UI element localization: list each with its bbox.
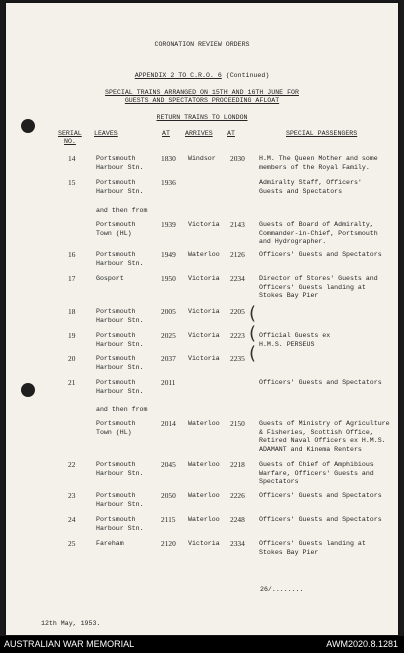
arrival-time: 2218 (230, 460, 245, 469)
arrival-station: Waterloo (188, 461, 220, 468)
special-passengers: & Fisheries, Scottish Office, (259, 428, 374, 436)
departure-station: Town (HL) (96, 229, 132, 237)
special-passengers: Official Guests ex (259, 332, 331, 339)
arrival-station: Victoria (188, 332, 220, 339)
document-page (6, 3, 398, 635)
special-passengers: Stokes Bay Pier (259, 548, 319, 556)
footer-reference: AWM2020.8.1281 (326, 639, 398, 649)
departure-station: Fareham (96, 540, 124, 547)
arrival-time: 2143 (230, 220, 245, 229)
departure-station: and then from (96, 207, 148, 214)
footer-institution: AUSTRALIAN WAR MEMORIAL (4, 639, 135, 649)
special-passengers: Guests of Board of Admiralty, (259, 221, 374, 228)
document-title: CORONATION REVIEW ORDERS (154, 41, 250, 48)
special-trains-line-2: GUESTS AND SPECTATORS PROCEEDING AFLOAT (124, 97, 280, 104)
special-passengers: H.M. The Queen Mother and some (259, 155, 378, 162)
page-continuation: 26/........ (260, 586, 304, 593)
departure-station: Town (HL) (96, 428, 132, 436)
header-leaves: LEAVES (94, 130, 118, 137)
special-passengers: Officers' Guests landing at (259, 540, 366, 547)
departure-station: Harbour Stn. (96, 363, 144, 371)
departure-station: Harbour Stn. (96, 163, 144, 171)
departure-station: Portsmouth (96, 379, 136, 386)
arrival-station: Victoria (188, 308, 220, 315)
header-no: NO. (64, 138, 76, 145)
special-passengers: Officers' Guests and Spectators (259, 516, 382, 523)
special-passengers: Director of Stores' Guests and (259, 275, 378, 282)
departure-station: Harbour Stn. (96, 259, 144, 267)
departure-station: Portsmouth (96, 179, 136, 186)
arrival-time: 2030 (230, 154, 245, 163)
serial-number: 16 (68, 250, 76, 259)
departure-time: 2045 (161, 460, 176, 469)
header-at: AT (162, 130, 170, 137)
departure-station: Harbour Stn. (96, 340, 144, 348)
special-passengers: H.M.S. PERSEUS (259, 340, 315, 348)
departure-time: 2050 (161, 491, 176, 500)
special-passengers: Guests of Chief of Amphibious (259, 461, 374, 468)
arrival-time: 2248 (230, 515, 245, 524)
document-date: 12th May, 1953. (41, 620, 101, 627)
departure-station: Harbour Stn. (96, 500, 144, 508)
departure-station: Harbour Stn. (96, 469, 144, 477)
return-trains-heading: RETURN TRAINS TO LONDON (156, 114, 248, 121)
departure-station: Harbour Stn. (96, 187, 144, 195)
serial-number: 18 (68, 307, 76, 316)
serial-number: 22 (68, 460, 76, 469)
special-passengers: Guests of Ministry of Agriculture (259, 420, 390, 427)
header-arrival-at: AT (227, 130, 235, 137)
departure-time: 1939 (161, 220, 176, 229)
special-passengers: Officers' Guests and Spectators (259, 379, 382, 386)
departure-station: Portsmouth (96, 492, 136, 499)
serial-number: 20 (68, 354, 76, 363)
arrival-time: 2234 (230, 274, 245, 283)
departure-station: Portsmouth (96, 332, 136, 339)
arrival-station: Victoria (188, 221, 220, 228)
departure-time: 2115 (161, 515, 176, 524)
departure-time: 2025 (161, 331, 176, 340)
appendix-continued: (Continued) (225, 72, 270, 79)
special-passengers: Officers' Guests and Spectators (259, 492, 382, 499)
arrival-time: 2223 (230, 331, 245, 340)
departure-time: 2014 (161, 419, 176, 428)
serial-number: 19 (68, 331, 76, 340)
departure-station: Harbour Stn. (96, 524, 144, 532)
serial-number: 17 (68, 274, 76, 283)
arrival-station: Waterloo (188, 492, 220, 499)
special-passengers: and Hydrographer. (259, 238, 327, 246)
special-passengers: ADAMANT and Kinema Renters (259, 445, 362, 453)
appendix-title: APPENDIX 2 TO C.R.O. 6 (134, 72, 222, 79)
arrival-station: Victoria (188, 275, 220, 282)
arrival-station: Victoria (188, 355, 220, 362)
departure-station: and then from (96, 406, 148, 413)
punch-hole (21, 383, 35, 397)
arrival-station: Victoria (188, 540, 220, 547)
arrival-time: 2205 (230, 307, 245, 316)
arrival-station: Waterloo (188, 420, 220, 427)
departure-station: Portsmouth (96, 251, 136, 258)
special-passengers: Spectators (259, 478, 299, 486)
arrival-time: 2334 (230, 539, 245, 548)
departure-time: 1949 (161, 250, 176, 259)
arrival-station: Waterloo (188, 516, 220, 523)
special-passengers: Warfare, Officers' Guests and (259, 469, 374, 477)
departure-station: Harbour Stn. (96, 316, 144, 324)
header-arrives: ARRIVES (185, 130, 213, 137)
departure-station: Portsmouth (96, 355, 136, 362)
special-passengers: Officers' Guests and Spectators (259, 251, 382, 258)
departure-station: Portsmouth (96, 155, 136, 162)
arrival-time: 2126 (230, 250, 245, 259)
special-passengers: Guests and Spectators (259, 187, 343, 195)
header-serial: SERIAL (58, 130, 82, 137)
special-passengers: Commander-in-Chief, Portsmouth (259, 229, 378, 237)
departure-station: Portsmouth (96, 420, 136, 427)
serial-number: 14 (68, 154, 76, 163)
arrival-time: 2150 (230, 419, 245, 428)
special-trains-line-1: SPECIAL TRAINS ARRANGED ON 15TH AND 16TH JUNE FOR (105, 89, 299, 96)
departure-time: 1950 (161, 274, 176, 283)
brace-mark: ( (249, 303, 257, 324)
departure-station: Portsmouth (96, 221, 136, 228)
serial-number: 24 (68, 515, 76, 524)
special-passengers: members of the Royal Family. (259, 163, 370, 171)
serial-number: 25 (68, 539, 76, 548)
departure-station: Portsmouth (96, 516, 136, 523)
departure-time: 2005 (161, 307, 176, 316)
departure-station: Portsmouth (96, 461, 136, 468)
departure-time: 1936 (161, 178, 176, 187)
arrival-time: 2235 (230, 354, 245, 363)
departure-time: 2120 (161, 539, 176, 548)
departure-station: Harbour Stn. (96, 387, 144, 395)
departure-station: Gosport (96, 275, 124, 282)
arrival-station: Windsor (188, 155, 216, 162)
serial-number: 15 (68, 178, 76, 187)
departure-station: Portsmouth (96, 308, 136, 315)
special-passengers: Retired Naval Officers ex H.M.S. (259, 437, 386, 445)
arrival-time: 2226 (230, 491, 245, 500)
serial-number: 21 (68, 378, 76, 387)
brace-mark: ( (249, 323, 257, 344)
appendix-heading (6, 72, 398, 81)
brace-mark: ( (249, 343, 257, 364)
archive-footer (0, 636, 404, 653)
arrival-station: Waterloo (188, 251, 220, 258)
special-passengers: Admiralty Staff, Officers' (259, 179, 362, 186)
departure-time: 2037 (161, 354, 176, 363)
departure-time: 2011 (161, 378, 176, 387)
special-passengers: Stokes Bay Pier (259, 292, 319, 300)
departure-time: 1830 (161, 154, 176, 163)
serial-number: 23 (68, 491, 76, 500)
special-passengers: Officers' Guests landing at (259, 283, 366, 291)
header-special-passengers: SPECIAL PASSENGERS (286, 130, 358, 137)
